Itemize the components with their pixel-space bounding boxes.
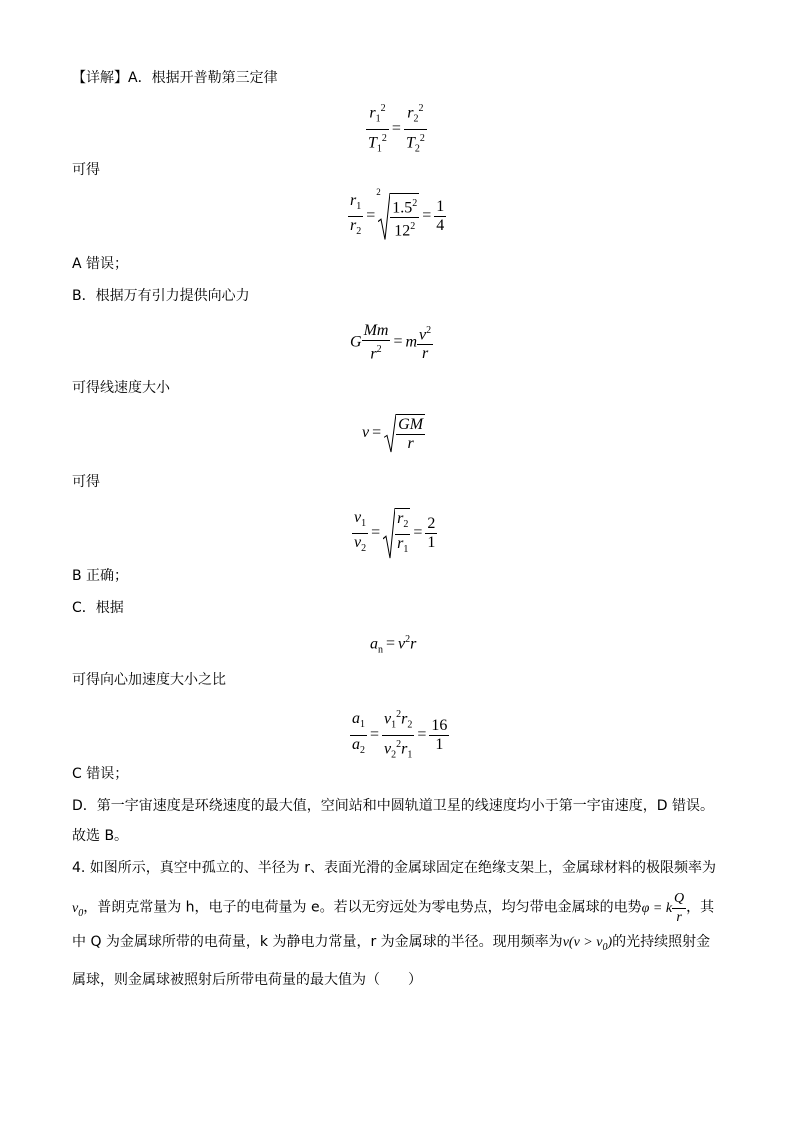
text-line: C．根据	[72, 600, 124, 616]
text-line: 【详解】A．根据开普勒第三定律	[72, 70, 278, 86]
text-line: D．第一宇宙速度是环绕速度的最大值，空间站和中圆轨道卫星的线速度均小于第一宇宙速度，D 错误。	[72, 798, 715, 814]
text-line: B 正确；	[72, 568, 129, 584]
equation-acceleration: $a_n = v^2r$	[370, 634, 417, 656]
question-line: 中 Q 为金属球所带的电荷量，k 为静电力常量，r 为金属球的半径。现用频率为$\nu(\nu > \nu_0)$的光持续照射金	[72, 934, 711, 953]
text-line: 可得	[72, 162, 100, 178]
text-line: B．根据万有引力提供向心力	[72, 288, 250, 304]
text-line: 可得	[72, 474, 100, 490]
equation-gravity: G $\frac{Mm}{r^2}$ = m $\frac{v^2}{r}$	[350, 322, 432, 363]
equation-speed-ratio: $\frac{v_1}{v_2}$ = $\frac{r_2}{r_1}$ = $\frac{2}{1}$	[352, 508, 437, 559]
question-line: 4. 如图所示，真空中孤立的、半径为 r、表面光滑的金属球固定在绝缘支架上，金属球材料的极限频率为	[72, 860, 717, 876]
text-line: 可得向心加速度大小之比	[72, 672, 226, 688]
question-line: 属球，则金属球被照射后所带电荷量的最大值为（ ）	[72, 972, 422, 988]
text-line: 可得线速度大小	[72, 380, 170, 396]
equation-kepler: $\frac{r_1^2}{T_1^2}$ = $\frac{r_2^2}{T_2^2}$	[366, 100, 427, 158]
equation-acceleration-ratio: $\frac{a_1}{a_2}$ = $\frac{v_1^2r_2}{v_2^2r_1}$ = $\frac{16}{1}$	[350, 706, 449, 764]
text-line: A 错误；	[72, 256, 129, 272]
equation-radius-ratio: $\frac{r_1}{r_2}$ = 2 $\frac{1.5^2}{12^2}$ = $\frac{1}{4}$	[350, 186, 445, 240]
nu-zero: $\nu_0$	[72, 900, 84, 919]
text-line: 故选 B。	[72, 828, 129, 844]
question-line: $\nu_0$，普朗克常量为 h，电子的电荷量为 e。若以无穷远处为零电势点，均匀带电金属球的电势φ = k $\frac{Q}{r}$ ，其	[72, 891, 715, 925]
text-line: C 错误；	[72, 766, 129, 782]
equation-speed: v = $\frac{GM}{r}$	[362, 416, 424, 452]
